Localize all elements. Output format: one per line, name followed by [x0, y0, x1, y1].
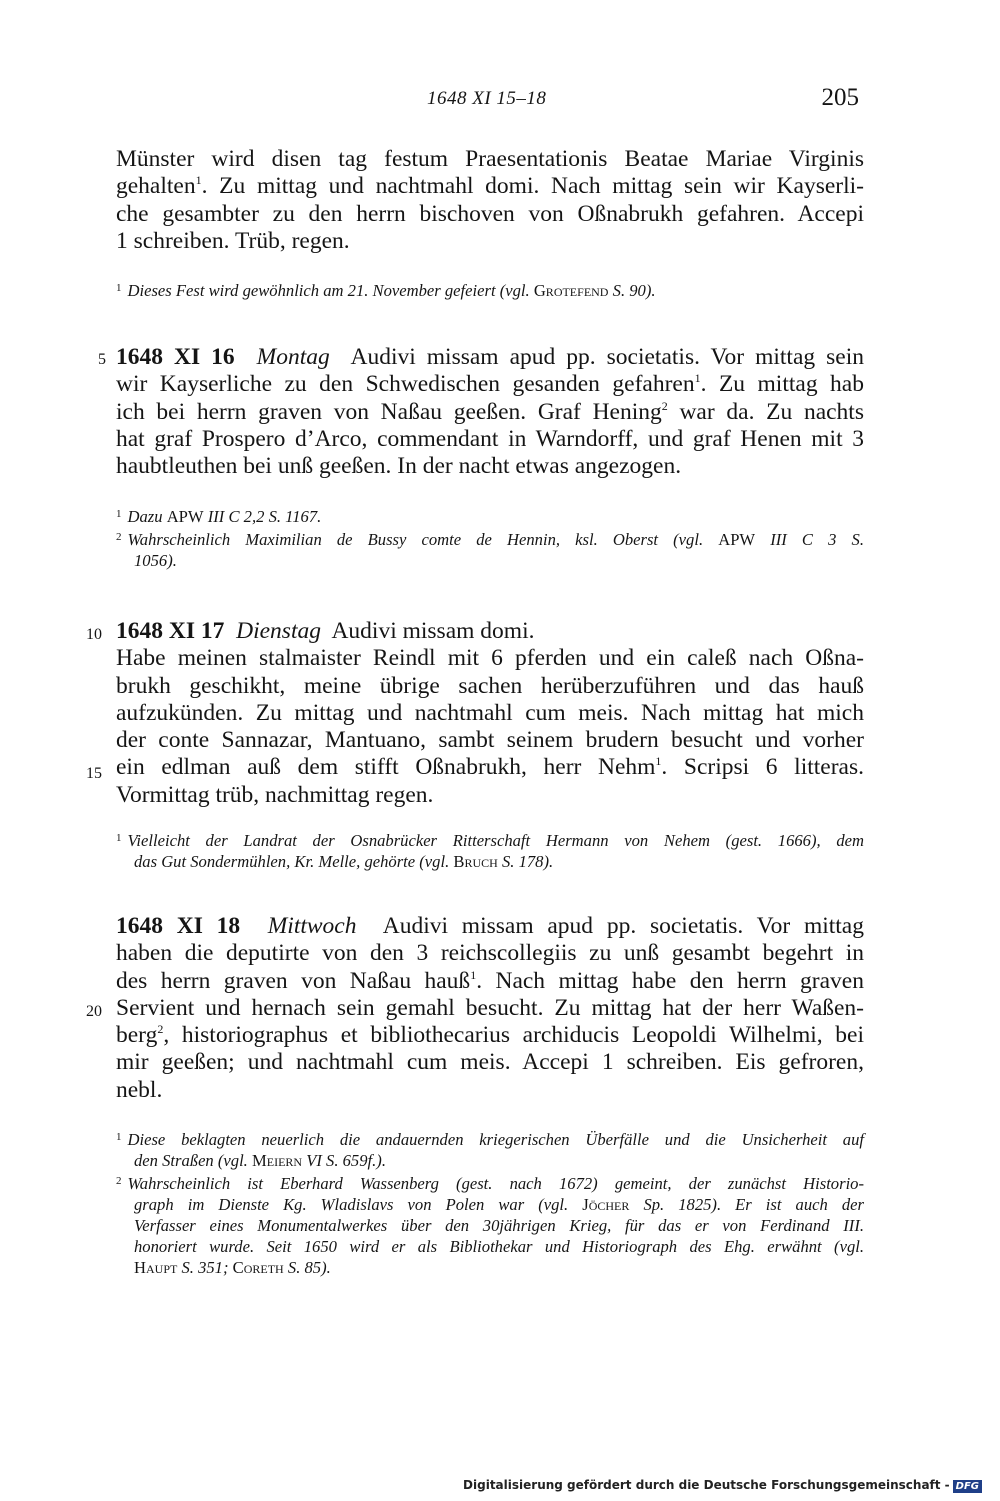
footnote-ref: 1 — [655, 754, 662, 769]
margin-line-number: 20 — [86, 1003, 102, 1020]
text-line: 1648 XI 17 Dienstag Audivi missam domi. — [116, 618, 535, 644]
footnote-ref: 2 — [661, 398, 668, 413]
running-title: 1648 XI 15–18 — [427, 88, 547, 109]
footnotes-block — [116, 504, 864, 571]
funding-text: Digitalisierung gefördert durch die Deutsche Forschungsgemeinschaft - — [463, 1478, 950, 1492]
text-line: hat graf Prospero d’Arco, commendant in Warndorff, und graf Henen mit 3 — [116, 425, 864, 452]
text-line: berg$^2$, historiographus et bibliothecarius archiducis Leopoldi Wilhelmi, bei — [116, 1022, 864, 1049]
entry-1648-xi-17 — [116, 618, 864, 809]
text-line: brukh geschikht, meine übrige sachen herüberzuführen und das hauß — [116, 672, 864, 699]
entry-1648-xi-18 — [116, 913, 864, 1104]
footnote-continuation: Haupt S. 351; Coreth S. 85). — [134, 1258, 331, 1277]
footnote: $^1$ Dieses Fest wird gewöhnlich am 21. November gefeiert (vgl. Grotefend S. 90). — [116, 281, 656, 300]
funding-note — [463, 1478, 982, 1493]
text-line: des herrn graven von Naßau hauß$^1$. Nach mittag habe den herrn graven — [116, 967, 864, 994]
footnote: $^1$ Dazu APW III C 2,2 S. 1167. — [116, 507, 322, 526]
footnote-ref: 1 — [470, 967, 477, 982]
page-number: 205 — [821, 84, 859, 111]
footnote-continuation: Verfasser eines Monumentalwerkes über den 30jährigen Krieg, für das er von Ferdinand III. — [134, 1216, 864, 1235]
footnote-continuation: honoriert wurde. Seit 1650 wird er als Bibliothekar und Historiograph des Ehg. erwähnt (vgl. — [134, 1237, 864, 1256]
entry-date: 1648 XI 17 — [116, 618, 225, 644]
text-line: haubtleuthen bei unß geeßen. In der nacht etwas angezogen. — [116, 453, 682, 480]
entry-weekday: Montag — [256, 344, 330, 370]
footnote: $^2$ Wahrscheinlich ist Eberhard Wassenberg (gest. nach 1672) gemeint, der zunächst Historio- — [116, 1174, 864, 1193]
entry-weekday: Dienstag — [236, 618, 321, 644]
footnote-ref: 1 — [694, 371, 701, 386]
footnote: $^2$ Wahrscheinlich Maximilian de Bussy comte de Hennin, ksl. Oberst (vgl. APW III C 3 S. — [116, 530, 864, 549]
text-line: wir Kayserliche zu den Schwedischen gesanden gefahren$^1$. Zu mittag hab — [116, 371, 864, 398]
footnote-ref: 2 — [157, 1022, 164, 1037]
entry-date: 1648 XI 16 — [116, 344, 235, 370]
text-line: 1648 XI 18 Mittwoch Audivi missam apud pp. societatis. Vor mittag — [116, 913, 864, 939]
margin-line-number: 5 — [98, 351, 106, 368]
footnote-continuation: 1056). — [134, 551, 177, 570]
text-line: ich bei herrn graven von Naßau geeßen. Graf Hening$^2$ war da. Zu nachts — [116, 398, 864, 425]
text-line: gehalten$^1$. Zu mittag und nachtmahl domi. Nach mittag sein wir Kayserli- — [116, 173, 864, 200]
text-line: Habe meinen stalmaister Reindl mit 6 pferden und ein caleß nach Oßna- — [116, 645, 864, 672]
text-line: mir geeßen; und nachtmahl cum meis. Accepi 1 schreiben. Eis gefroren, — [116, 1049, 864, 1076]
entry-1648-xi-16 — [116, 344, 864, 480]
text-line: Servient und hernach sein gemahl besucht. Zu mittag hat der herr Waßen- — [116, 994, 864, 1021]
entry-date: 1648 XI 18 — [116, 913, 241, 939]
footnote-ref: 1 — [195, 173, 202, 188]
dfg-logo: DFG — [953, 1480, 982, 1493]
footnote: $^1$ Vielleicht der Landrat der Osnabrücker Ritterschaft Hermann von Nehem (gest. 1666), dem das Gut Sondermühlen, Kr. Melle, gehörte (vgl. Bruch S. 178). — [116, 831, 864, 871]
footnote-continuation: graph im Dienste Kg. Wladislavs von Polen war (vgl. Jöcher Sp. 1825). Er ist auch der — [134, 1195, 864, 1214]
text-line: Vormittag trüb, nachmittag regen. — [116, 781, 434, 808]
entry-weekday: Mittwoch — [267, 913, 357, 939]
margin-line-number: 15 — [86, 765, 102, 782]
footnote-continuation: den Straßen (vgl. Meiern VI S. 659f.). — [134, 1151, 386, 1170]
text-line: che gesambter zu den herrn bischoven von Oßnabrukh gefahren. Accepi — [116, 200, 864, 227]
text-line: der conte Sannazar, Mantuano, sambt seinem brudern besucht und vorher — [116, 727, 864, 754]
text-line: ein edlman auß dem stifft Oßnabrukh, herr Nehm$^1$. Scripsi 6 litteras. — [116, 754, 865, 781]
footnotes-block — [116, 1127, 864, 1278]
text-line: nebl. — [116, 1076, 163, 1103]
text-line: 1 schreiben. Trüb, regen. — [116, 227, 350, 254]
text-line: Münster wird disen tag festum Praesentationis Beatae Mariae Virginis — [116, 146, 864, 172]
text-line: aufzukünden. Zu mittag und nachtmahl cum meis. Nach mittag hat mich — [116, 699, 864, 726]
text-line: 1648 XI 16 Montag Audivi missam apud pp. societatis. Vor mittag sein — [116, 344, 864, 370]
margin-line-number: 10 — [86, 626, 102, 643]
footnote: $^1$ Diese beklagten neuerlich die andauernden kriegerischen Überfälle und die Unsicherheit auf — [116, 1130, 864, 1149]
intro-paragraph — [116, 146, 864, 255]
text-line: haben die deputirte von den 3 reichscollegiis zu unß gesambt begehrt in — [116, 940, 864, 967]
